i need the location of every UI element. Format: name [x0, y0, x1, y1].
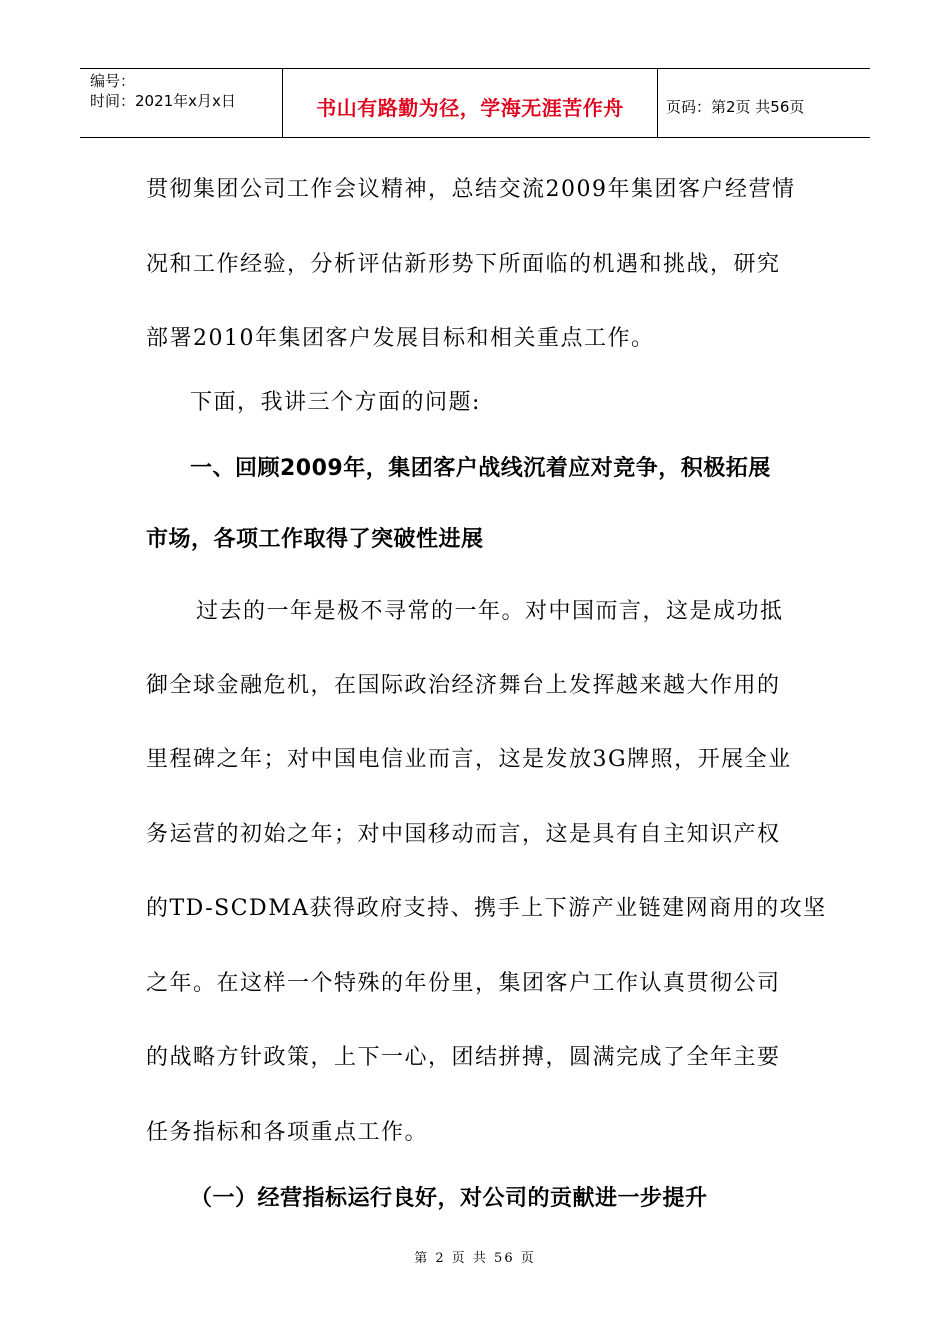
header-page-code: 页码：第2页 共56页 — [666, 97, 805, 116]
header-meta — [80, 69, 283, 137]
page-header — [80, 68, 870, 138]
section-heading: 一、回顾2009年，集团客户战线沉着应对竞争，积极拓展 — [190, 456, 771, 481]
body-line: 御全球金融危机，在国际政治经济舞台上发挥越来越大作用的 — [146, 673, 781, 698]
time-label: 时间：2021年x月x日 — [90, 92, 236, 110]
body-line: 里程碑之年；对中国电信业而言，这是发放3G牌照，开展全业 — [146, 747, 792, 772]
section-heading: 市场，各项工作取得了突破性进展 — [146, 527, 484, 552]
body-line: 过去的一年是极不寻常的一年。对中国而言，这是成功抵 — [196, 599, 784, 624]
body-line: 下面，我讲三个方面的问题: — [190, 390, 481, 415]
body-line: 任务指标和各项重点工作。 — [146, 1120, 429, 1145]
body-line: 之年。在这样一个特殊的年份里，集团客户工作认真贯彻公司 — [146, 971, 781, 996]
body-line: 的战略方针政策，上下一心，团结拼搏，圆满完成了全年主要 — [146, 1045, 781, 1070]
body-line: 部署2010年集团客户发展目标和相关重点工作。 — [146, 326, 655, 351]
body-line: 务运营的初始之年；对中国移动而言，这是具有自主知识产权 — [146, 822, 781, 847]
header-motto-cell — [283, 69, 658, 137]
page-footer: 第 2 页 共 56 页 — [414, 1251, 536, 1266]
header-page-code-cell — [658, 69, 870, 137]
body-line: 况和工作经验，分析评估新形势下所面临的机遇和挑战，研究 — [146, 252, 781, 277]
body-line: 的TD-SCDMA获得政府支持、携手上下游产业链建网商用的攻坚 — [146, 896, 827, 921]
subsection-heading: （一）经营指标运行良好，对公司的贡献进一步提升 — [190, 1185, 708, 1211]
body-line: 贯彻集团公司工作会议精神，总结交流2009年集团客户经营情 — [146, 177, 796, 202]
header-motto: 书山有路勤为径，学海无涯苦作舟 — [316, 95, 624, 120]
number-label: 编号： — [90, 72, 136, 90]
